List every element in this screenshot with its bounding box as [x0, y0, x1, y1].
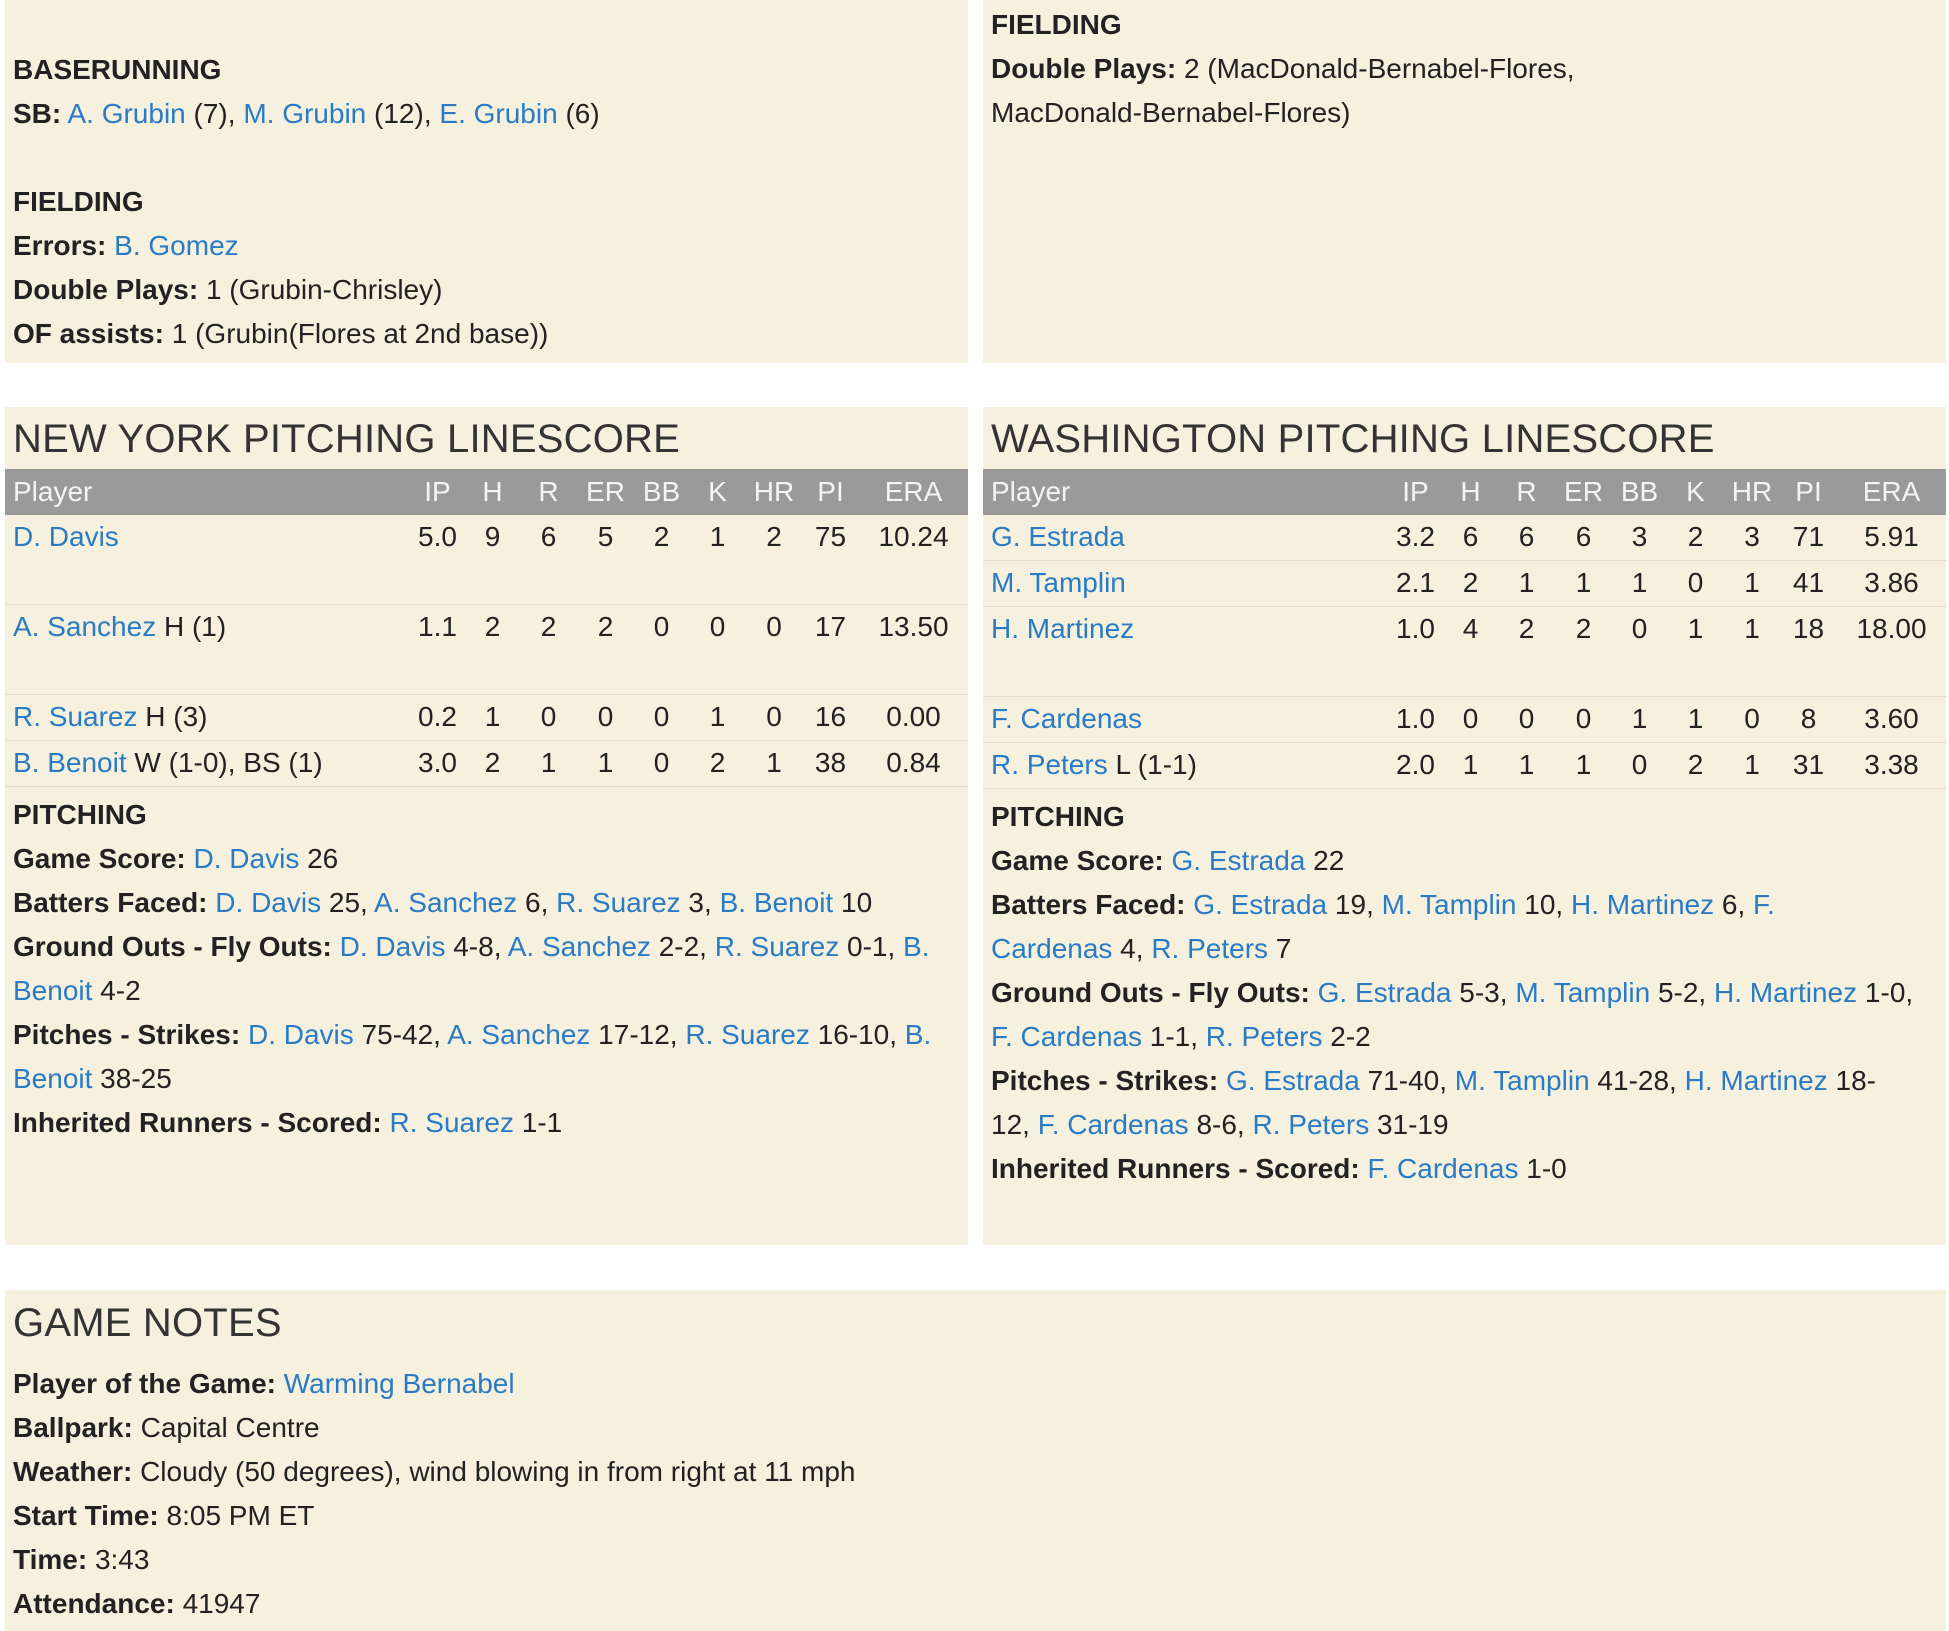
stat-value: 8-6, [1188, 1109, 1253, 1140]
pitches-strikes-label: Pitches - Strikes: [13, 1019, 241, 1050]
stat-value: 6, [1714, 889, 1754, 920]
pitches-strikes-line [5, 1013, 958, 1101]
cell: 2.1 [1388, 561, 1443, 607]
player-link[interactable]: G. Estrada [991, 521, 1125, 552]
cell: 1 [1667, 697, 1724, 743]
wsh-pitching-title: WASHINGTON PITCHING LINESCORE [991, 417, 1715, 461]
player-link[interactable]: F. Cardenas [1037, 1109, 1189, 1140]
errors-line [5, 224, 968, 268]
go-fo-line [5, 925, 933, 1013]
ny-pitching-stats [5, 787, 968, 1145]
cell: 41 [1780, 561, 1837, 607]
pitches-strikes-line [983, 1059, 1911, 1147]
player-link[interactable]: F. Cardenas [1367, 1153, 1519, 1184]
weather-line [5, 1450, 1946, 1494]
cell: 3.38 [1837, 743, 1946, 789]
cell: 0 [746, 605, 802, 695]
double-plays-line [5, 268, 968, 312]
cell: 1 [520, 741, 577, 787]
go-fo-label: Ground Outs - Fly Outs: [991, 977, 1310, 1008]
player-link[interactable]: D. Davis [193, 843, 300, 874]
player-of-game-label: Player of the Game: [13, 1368, 276, 1399]
col-header[interactable]: K [708, 476, 727, 507]
stat-value: 5-2, [1650, 977, 1714, 1008]
stat-value: 2-2 [1322, 1021, 1371, 1052]
col-header[interactable]: ERA [1862, 476, 1921, 507]
game-score-value: 26 [299, 843, 339, 874]
cell: 4 [1443, 607, 1498, 697]
go-fo-label: Ground Outs - Fly Outs: [13, 931, 332, 962]
player-link[interactable]: M. Tamplin [991, 567, 1126, 598]
stat-value: 18-12, [991, 1065, 1876, 1140]
cell: 18.00 [1837, 607, 1946, 697]
player-link[interactable]: R. Suarez [714, 931, 840, 962]
cell: 0.84 [859, 741, 968, 787]
stat-value: 16-10, [809, 1019, 905, 1050]
cell: 0 [1612, 743, 1667, 789]
ny-pitching-title: NEW YORK PITCHING LINESCORE [13, 417, 680, 461]
player-link[interactable]: H. Martinez [1570, 889, 1715, 920]
cell: 10.24 [859, 515, 968, 605]
cell: 0 [1498, 697, 1555, 743]
game-score-line [983, 839, 1946, 883]
ny-extra-stats-panel [5, 0, 968, 363]
weather-value: Cloudy (50 degrees), wind blowing in from right at 11 mph [132, 1456, 856, 1487]
player-link[interactable]: D. Davis [13, 521, 119, 552]
stat-value: 17-12, [590, 1019, 686, 1050]
cell: 0 [634, 605, 689, 695]
table-header-row [983, 469, 1946, 515]
cell: 9 [465, 515, 520, 605]
player-link[interactable]: D. Davis [247, 1019, 354, 1050]
player-link[interactable]: B. Benoit [13, 747, 127, 778]
col-header[interactable]: PI [1795, 476, 1822, 507]
attendance-line [5, 1582, 1946, 1626]
game-notes-title: GAME NOTES [13, 1301, 282, 1345]
player-link[interactable]: G. Estrada [1171, 845, 1306, 876]
wsh-pitching-table [983, 469, 1946, 789]
ballpark-line [5, 1406, 1946, 1450]
stat-value: 41-28, [1589, 1065, 1685, 1096]
cell: 5 [577, 515, 634, 605]
batters-faced-line [983, 883, 1891, 971]
of-assists-label: OF assists: [13, 318, 164, 349]
cell: 1 [577, 741, 634, 787]
player-link[interactable]: R. Peters [1151, 933, 1269, 964]
col-header[interactable]: ERA [884, 476, 943, 507]
player-link[interactable]: R. Suarez [389, 1107, 514, 1138]
cell: 31 [1780, 743, 1837, 789]
decision-note: H (3) [137, 701, 208, 732]
cell: 1 [1498, 561, 1555, 607]
player-link[interactable]: A. Sanchez [374, 887, 518, 918]
time-line [5, 1538, 1946, 1582]
table-row [983, 561, 1946, 607]
cell: 1 [1724, 561, 1780, 607]
cell: 3.60 [1837, 697, 1946, 743]
player-link[interactable]: A. Sanchez [13, 611, 157, 642]
col-header[interactable]: BB [642, 476, 681, 507]
cell: 2.0 [1388, 743, 1443, 789]
stat-value: 4-2 [92, 975, 141, 1006]
cell: 38 [802, 741, 859, 787]
fielding-heading: FIELDING [991, 9, 1122, 40]
cell: 3 [1612, 515, 1667, 561]
cell: 13.50 [859, 605, 968, 695]
stat-value: 7 [1268, 933, 1292, 964]
stat-value: 4, [1112, 933, 1152, 964]
sb-label: SB: [13, 98, 62, 129]
player-link[interactable]: H. Martinez [1713, 977, 1858, 1008]
table-row [983, 607, 1946, 697]
weather-label: Weather: [13, 1456, 133, 1487]
of-assists-value: 1 (Grubin(Flores at 2nd base)) [163, 318, 549, 349]
cell: 1 [689, 515, 746, 605]
double-plays-label: Double Plays: [13, 274, 199, 305]
player-link[interactable]: D. Davis [339, 931, 446, 962]
col-header[interactable]: Player [13, 476, 93, 507]
player-link[interactable]: M. Tamplin [1515, 977, 1651, 1008]
stat-value: 0-1, [839, 931, 904, 962]
attendance-label: Attendance: [13, 1588, 175, 1619]
stat-value: 4-8, [445, 931, 508, 962]
game-score-value: 22 [1305, 845, 1345, 876]
cell: 6 [1443, 515, 1498, 561]
col-header[interactable]: Player [991, 476, 1071, 507]
start-time-value: 8:05 PM ET [158, 1500, 315, 1531]
of-assists-line [5, 312, 968, 356]
player-link[interactable]: R. Suarez [685, 1019, 810, 1050]
table-row [983, 743, 1946, 789]
cell: 0 [1612, 607, 1667, 697]
inherited-runners-label: Inherited Runners - Scored: [991, 1153, 1360, 1184]
player-link[interactable]: E. Grubin [439, 98, 558, 129]
cell: 0 [1667, 561, 1724, 607]
player-link[interactable]: G. Estrada [1193, 889, 1328, 920]
player-link[interactable]: H. Martinez [991, 613, 1135, 644]
player-link[interactable]: M. Tamplin [1381, 889, 1517, 920]
player-link[interactable]: R. Peters [1252, 1109, 1370, 1140]
ballpark-label: Ballpark: [13, 1412, 133, 1443]
player-link[interactable]: R. Suarez [556, 887, 681, 918]
time-label: Time: [13, 1544, 88, 1575]
cell: 1 [465, 695, 520, 741]
cell: 1 [1667, 607, 1724, 697]
double-plays-line [983, 47, 1946, 91]
col-header[interactable]: ER [586, 476, 625, 507]
cell: 1 [689, 695, 746, 741]
wsh-pitching-stats [983, 789, 1946, 1191]
baserunning-heading: BASERUNNING [13, 54, 222, 85]
cell: 2 [465, 741, 520, 787]
game-notes-panel [5, 1290, 1946, 1631]
col-header[interactable]: R [538, 476, 559, 507]
cell: 18 [1780, 607, 1837, 697]
stat-value: 31-19 [1369, 1109, 1449, 1140]
cell: 16 [802, 695, 859, 741]
player-link[interactable]: A. Sanchez [507, 931, 651, 962]
sb-count: (7), [185, 98, 244, 129]
player-link[interactable]: M. Grubin [243, 98, 367, 129]
table-row [5, 741, 968, 787]
stat-value: 38-25 [92, 1063, 172, 1094]
stat-value: 1-1, [1141, 1021, 1206, 1052]
cell: 2 [689, 741, 746, 787]
col-header[interactable]: ER [1564, 476, 1603, 507]
cell: 1 [1612, 697, 1667, 743]
player-link[interactable]: R. Peters [1205, 1021, 1323, 1052]
pitching-heading: PITCHING [991, 801, 1125, 832]
cell: 1 [1724, 743, 1780, 789]
game-score-line [5, 837, 968, 881]
col-header[interactable]: H [482, 476, 503, 507]
cell: 3.2 [1388, 515, 1443, 561]
batters-faced-label: Batters Faced: [991, 889, 1186, 920]
batters-faced-line [5, 881, 968, 925]
player-link[interactable]: F. Cardenas [991, 889, 1775, 964]
player-link[interactable]: Warming Bernabel [283, 1368, 515, 1399]
player-link[interactable]: H. Martinez [1684, 1065, 1828, 1096]
sb-count: (12), [366, 98, 440, 129]
cell: 1 [1612, 561, 1667, 607]
cell: 3.0 [410, 741, 465, 787]
player-link[interactable]: B. Benoit [13, 1019, 932, 1094]
stat-value: 75-42, [353, 1019, 448, 1050]
col-header[interactable]: IP [1402, 476, 1429, 507]
cell: 1.1 [410, 605, 465, 695]
player-link[interactable]: F. Cardenas [991, 1021, 1142, 1052]
player-link[interactable]: F. Cardenas [991, 703, 1142, 734]
cell: 8 [1780, 697, 1837, 743]
errors-label: Errors: [13, 230, 107, 261]
cell: 0 [634, 695, 689, 741]
ny-pitching-panel [5, 407, 968, 1245]
table-header-row [5, 469, 968, 515]
cell: 1.0 [1388, 607, 1443, 697]
stat-value: 71-40, [1359, 1065, 1455, 1096]
cell: 2 [577, 605, 634, 695]
cell: 0 [746, 695, 802, 741]
stat-value: 19, [1327, 889, 1382, 920]
stat-value: 25, [321, 887, 375, 918]
decision-note: H (1) [156, 611, 227, 642]
player-link[interactable]: A. Sanchez [447, 1019, 591, 1050]
table-row [983, 515, 1946, 561]
cell: 0 [634, 741, 689, 787]
attendance-value: 41947 [174, 1588, 261, 1619]
cell: 0.00 [859, 695, 968, 741]
player-link[interactable]: R. Peters [991, 749, 1108, 780]
cell: 2 [1667, 743, 1724, 789]
col-header[interactable]: BB [1620, 476, 1659, 507]
cell: 3 [1724, 515, 1780, 561]
cell: 2 [634, 515, 689, 605]
cell: 1 [1555, 743, 1612, 789]
time-value: 3:43 [87, 1544, 150, 1575]
cell: 1 [1443, 743, 1498, 789]
player-link[interactable]: B. Benoit [13, 931, 930, 1006]
cell: 0 [1555, 697, 1612, 743]
cell: 2 [1667, 515, 1724, 561]
sb-line [5, 92, 968, 136]
inherited-runners-line [983, 1147, 1946, 1191]
inherited-runners-value: 1-0 [1518, 1153, 1567, 1184]
cell: 6 [520, 515, 577, 605]
inherited-runners-value: 1-1 [514, 1107, 563, 1138]
fielding-heading: FIELDING [13, 186, 144, 217]
cell: 75 [802, 515, 859, 605]
col-header[interactable]: HR [753, 476, 795, 507]
col-header[interactable]: K [1686, 476, 1705, 507]
sb-count: (6) [557, 98, 600, 129]
double-plays-value: 2 (MacDonald-Bernabel-Flores, [1176, 53, 1575, 84]
game-score-label: Game Score: [13, 843, 186, 874]
start-time-label: Start Time: [13, 1500, 159, 1531]
stat-value: 3, [680, 887, 720, 918]
player-link[interactable]: A. Grubin [67, 98, 186, 129]
col-header[interactable]: HR [1731, 476, 1773, 507]
pitching-heading: PITCHING [13, 799, 147, 830]
cell: 0.2 [410, 695, 465, 741]
batters-faced-label: Batters Faced: [13, 887, 208, 918]
wsh-extra-stats-panel [983, 0, 1946, 363]
cell: 0 [689, 605, 746, 695]
cell: 6 [1555, 515, 1612, 561]
inherited-runners-line [5, 1101, 968, 1145]
cell: 2 [520, 605, 577, 695]
cell: 2 [1443, 561, 1498, 607]
double-plays-value: 1 (Grubin-Chrisley) [198, 274, 443, 305]
col-header[interactable]: IP [424, 476, 451, 507]
stat-value: 5-3, [1451, 977, 1516, 1008]
cell: 1 [746, 741, 802, 787]
player-link[interactable]: G. Estrada [1225, 1065, 1360, 1096]
table-row [5, 515, 968, 605]
decision-note: L (1-1) [1107, 749, 1197, 780]
player-link[interactable]: G. Estrada [1317, 977, 1452, 1008]
cell: 17 [802, 605, 859, 695]
stat-value: 2-2, [650, 931, 715, 962]
table-row [5, 695, 968, 741]
player-link[interactable]: R. Suarez [13, 701, 138, 732]
player-link[interactable]: B. Benoit [719, 887, 834, 918]
cell: 2 [465, 605, 520, 695]
start-time-line [5, 1494, 1946, 1538]
cell: 71 [1780, 515, 1837, 561]
cell: 2 [1555, 607, 1612, 697]
cell: 1 [1498, 743, 1555, 789]
decision-note: W (1-0), BS (1) [126, 747, 323, 778]
double-plays-line-2: MacDonald-Bernabel-Flores) [991, 97, 1351, 128]
player-link[interactable]: M. Tamplin [1454, 1065, 1590, 1096]
table-row [983, 697, 1946, 743]
inherited-runners-label: Inherited Runners - Scored: [13, 1107, 382, 1138]
cell: 1.0 [1388, 697, 1443, 743]
pitches-strikes-label: Pitches - Strikes: [991, 1065, 1219, 1096]
col-header[interactable]: PI [817, 476, 844, 507]
game-score-label: Game Score: [991, 845, 1164, 876]
ny-pitching-table [5, 469, 968, 787]
go-fo-line [983, 971, 1941, 1059]
cell: 1 [1724, 607, 1780, 697]
stat-value: 10 [833, 887, 873, 918]
cell: 0 [577, 695, 634, 741]
cell: 0 [1443, 697, 1498, 743]
cell: 6 [1498, 515, 1555, 561]
ballpark-value: Capital Centre [132, 1412, 320, 1443]
cell: 1 [1555, 561, 1612, 607]
double-plays-label: Double Plays: [991, 53, 1177, 84]
cell: 5.91 [1837, 515, 1946, 561]
col-header[interactable]: R [1516, 476, 1537, 507]
cell: 2 [1498, 607, 1555, 697]
player-of-game-line [5, 1362, 1946, 1406]
col-header[interactable]: H [1460, 476, 1481, 507]
cell: 5.0 [410, 515, 465, 605]
player-link[interactable]: D. Davis [215, 887, 322, 918]
table-row [5, 605, 968, 695]
cell: 0 [1724, 697, 1780, 743]
cell: 2 [746, 515, 802, 605]
stat-value: 10, [1516, 889, 1571, 920]
cell: 0 [520, 695, 577, 741]
wsh-pitching-panel [983, 407, 1946, 1245]
cell: 3.86 [1837, 561, 1946, 607]
player-link[interactable]: B. Gomez [114, 230, 239, 261]
stat-value: 6, [517, 887, 557, 918]
stat-value: 1-0, [1857, 977, 1914, 1008]
